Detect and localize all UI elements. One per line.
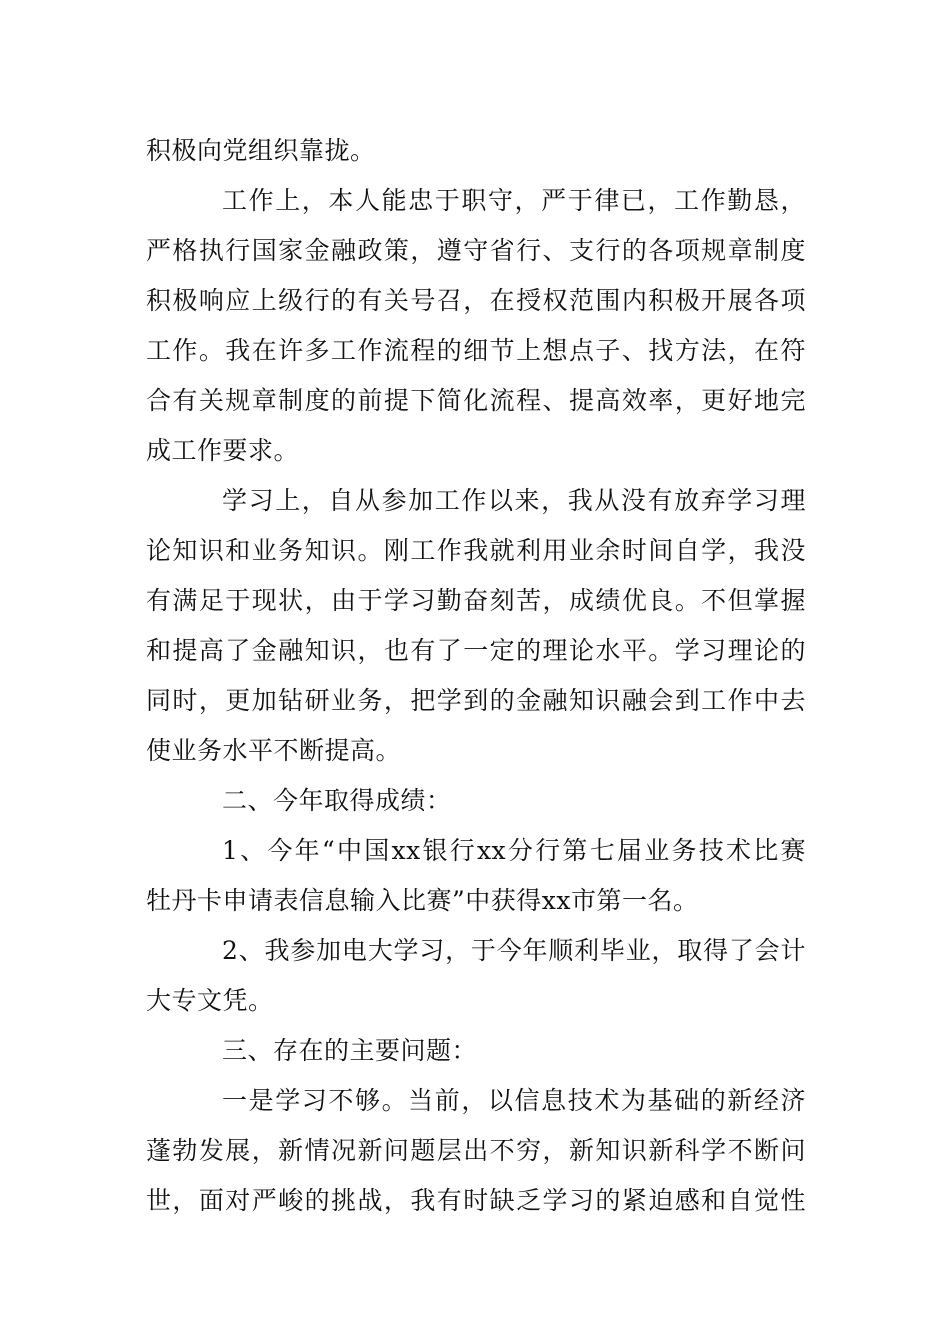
text-line: 同时，更加钻研业务，把学到的金融知识融会到工作中去 — [146, 686, 806, 715]
text-line: 世，面对严峻的挑战，我有时缺乏学习的紧迫感和自觉性 — [146, 1186, 806, 1215]
section-heading-achievements: 二、今年取得成绩： — [222, 786, 452, 815]
text-line: 大专文凭。 — [146, 986, 274, 1015]
paragraph-study-start: 学习上，自从参加工作以来，我从没有放弃学习理 — [222, 486, 806, 515]
section-heading-problems: 三、存在的主要问题： — [222, 1036, 478, 1065]
text-line: 工作。我在许多工作流程的细节上想点子、找方法，在符 — [146, 336, 806, 365]
text-line: 牡丹卡申请表信息输入比赛”中获得xx市第一名。 — [146, 886, 699, 915]
problem-item-1: 一是学习不够。当前，以信息技术为基础的新经济 — [222, 1086, 806, 1115]
text-line: 蓬勃发展，新情况新问题层出不穷，新知识新科学不断问 — [146, 1136, 806, 1165]
achievement-item-2: 2、我参加电大学习，于今年顺利毕业，取得了会计 — [222, 936, 806, 965]
text-line: 合有关规章制度的前提下简化流程、提高效率，更好地完 — [146, 386, 806, 415]
text-line: 成工作要求。 — [146, 436, 300, 465]
text-line: 使业务水平不断提高。 — [146, 736, 402, 765]
text-line: 论知识和业务知识。刚工作我就利用业余时间自学，我没 — [146, 536, 806, 565]
text-line: 有满足于现状，由于学习勤奋刻苦，成绩优良。不但掌握 — [146, 586, 806, 615]
text-line: 和提高了金融知识，也有了一定的理论水平。学习理论的 — [146, 636, 806, 665]
text-line: 严格执行国家金融政策，遵守省行、支行的各项规章制度 — [146, 236, 806, 265]
text-line: 积极响应上级行的有关号召，在授权范围内积极开展各项 — [146, 286, 806, 315]
text-line: 积极向党组织靠拢。 — [146, 136, 376, 165]
paragraph-work-start: 工作上，本人能忠于职守，严于律已，工作勤恳， — [222, 186, 806, 215]
achievement-item-1: 1、今年“中国xx银行xx分行第七届业务技术比赛 — [222, 836, 806, 865]
